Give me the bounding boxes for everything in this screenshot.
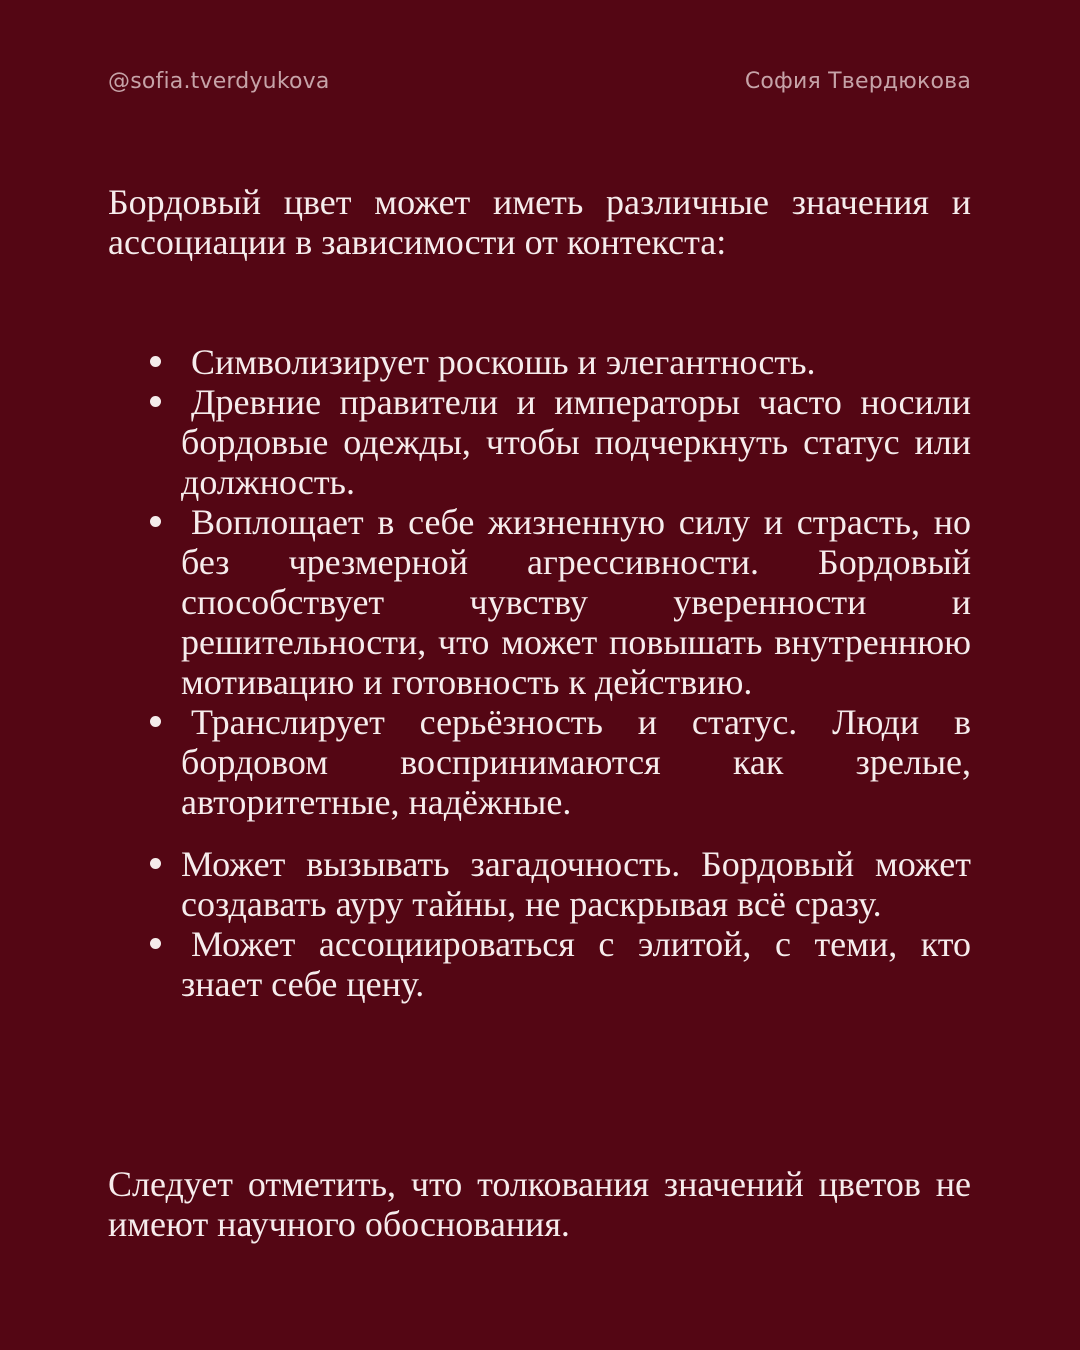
list-item <box>108 382 971 502</box>
bullet-icon <box>150 516 161 527</box>
header <box>108 64 971 98</box>
bullet-icon <box>150 858 161 869</box>
list-item <box>108 502 971 702</box>
list-item <box>108 342 971 382</box>
list-item-text: Может ассоциироваться с элитой, с теми, кто знает себе цену. <box>181 924 971 1004</box>
bullet-icon <box>150 938 161 949</box>
bullet-icon <box>150 716 161 727</box>
bullet-list <box>108 342 971 1004</box>
outro-paragraph: Следует отметить, что толкования значений цветов не имеют научного обоснования. <box>108 1164 971 1244</box>
bullet-icon <box>150 356 161 367</box>
list-item <box>108 924 971 1004</box>
instagram-handle: @sofia.tverdyukova <box>108 68 330 94</box>
bullet-icon <box>150 396 161 407</box>
list-item-text: Воплощает в себе жизненную силу и страсть, но без чрезмерной агрессивности. Бордовый способствует чувству уверенности и решительности, что может повышать внутреннюю мотивацию и готовность к действию. <box>181 502 971 702</box>
list-item <box>108 844 971 924</box>
intro-paragraph: Бордовый цвет может иметь различные значения и ассоциации в зависимости от контекста: <box>108 182 971 262</box>
list-item-text: Транслирует серьёзность и статус. Люди в бордовом воспринимаются как зрелые, авторитетные, надёжные. <box>181 702 971 822</box>
author-name: София Твердюкова <box>744 68 971 94</box>
list-item-text: Символизирует роскошь и элегантность. <box>191 342 816 382</box>
list-item <box>108 702 971 822</box>
list-item-text: Может вызывать загадочность. Бордовый может создавать ауру тайны, не раскрывая всё сразу. <box>181 844 971 924</box>
list-item-text: Древние правители и императоры часто носили бордовые одежды, чтобы подчеркнуть статус или должность. <box>181 382 971 502</box>
